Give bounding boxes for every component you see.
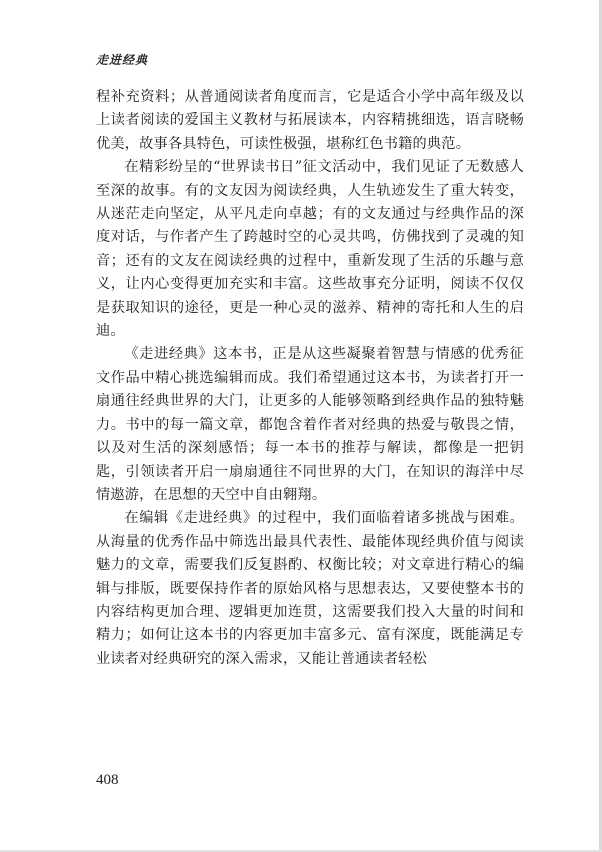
paragraph-continued: 程补充资料；从普通阅读者角度而言，它是适合小学中高年级及以上读者阅读的爱国主义教材与拓展读本，内容精挑细选，语言晓畅优美，故事各具特色，可读性极强，堪称红色书籍的典范。	[96, 89, 524, 152]
page-number: 408	[96, 772, 119, 788]
paragraph-editing-challenges: 在编辑《走进经典》的过程中，我们面临着诸多挑战与困难。从海量的优秀作品中筛选出最具代表性、最能体现经典价值与阅读魅力的文章，需要我们反复斟酌、权衡比较；对文章进行精心的编辑与排版，既要保持作者的原始风格与思想表达，又要使整本书的内容结构更加合理、逻辑更加连贯，这需要我们投入大量的时间和精力；如何让这本书的内容更加丰富多元、富有深度，既能满足专业读者对经典研究的深入需求，又能让普通读者轻松	[96, 510, 524, 667]
body-text	[96, 86, 524, 671]
paragraph-book-introduction: 《走进经典》这本书，正是从这些凝聚着智慧与情感的优秀征文作品中精心挑选编辑而成。我们希望通过这本书，为读者打开一扇通往经典世界的大门，让更多的人能够领略到经典作品的独特魅力。书中的每一篇文章，都饱含着作者对经典的热爱与敬畏之情，以及对生活的深刻感悟；每一本书的推荐与解读，都像是一把钥匙，引领读者开启一扇扇通往不同世界的大门，在知识的海洋中尽情遨游，在思想的天空中自由翱翔。	[96, 346, 524, 503]
paragraph-reading-day-stories: 在精彩纷呈的“世界读书日”征文活动中，我们见证了无数感人至深的故事。有的文友因为阅读经典，人生轨迹发生了重大转变，从迷茫走向坚定，从平凡走向卓越；有的文友通过与经典作品的深度对话，与作者产生了跨越时空的心灵共鸣，仿佛找到了灵魂的知音；还有的文友在阅读经典的过程中，重新发现了生活的乐趣与意义，让内心变得更加充实和丰富。这些故事充分证明，阅读不仅仅是获取知识的途径，更是一种心灵的滋养、精神的寄托和人生的启迪。	[96, 159, 524, 340]
running-head: 走进经典	[96, 53, 149, 67]
